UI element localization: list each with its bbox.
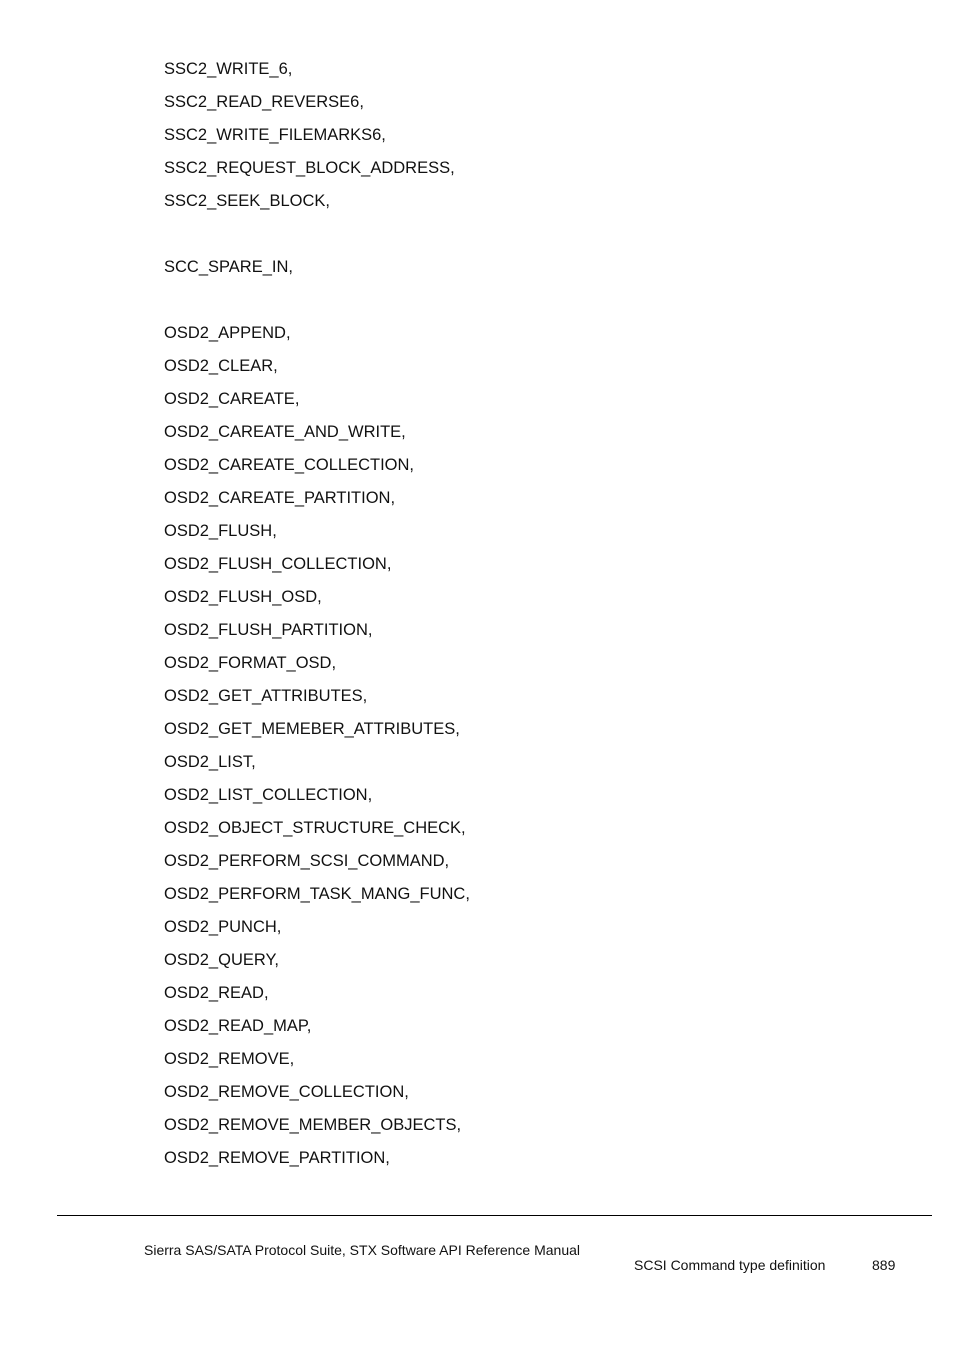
enum-constant-line: SSC2_SEEK_BLOCK, (164, 192, 330, 210)
enum-constant-line: OSD2_GET_MEMEBER_ATTRIBUTES, (164, 720, 460, 738)
enum-constant-line: OSD2_GET_ATTRIBUTES, (164, 687, 368, 705)
enum-constant-line: OSD2_CAREATE_COLLECTION, (164, 456, 415, 474)
enum-constant-line: OSD2_LIST_COLLECTION, (164, 786, 373, 804)
group-spacer (164, 221, 470, 254)
enum-constant-line: OSD2_PUNCH, (164, 918, 282, 936)
enum-constant-line: OSD2_REMOVE_PARTITION, (164, 1149, 390, 1167)
enum-constant-line: OSD2_CAREATE_AND_WRITE, (164, 423, 406, 441)
footer-section-title: SCSI Command type definition (634, 1257, 826, 1273)
enum-constant-line: OSD2_QUERY, (164, 951, 279, 969)
enum-constant-line: OSD2_REMOVE, (164, 1050, 295, 1068)
enum-constant-line: OSD2_READ, (164, 984, 269, 1002)
enum-constant-line: OSD2_FORMAT_OSD, (164, 654, 337, 672)
enum-constant-line: SCC_SPARE_IN, (164, 258, 293, 276)
group-spacer (164, 287, 470, 320)
enum-constant-line: OSD2_REMOVE_MEMBER_OBJECTS, (164, 1116, 462, 1134)
footer-page-number: 889 (872, 1257, 896, 1273)
enum-constant-line: OSD2_LIST, (164, 753, 256, 771)
footer-divider (57, 1215, 932, 1216)
enum-constant-line: OSD2_PERFORM_TASK_MANG_FUNC, (164, 885, 470, 903)
footer-manual-title: Sierra SAS/SATA Protocol Suite, STX Software API Reference Manual (144, 1242, 581, 1258)
enum-constant-line: OSD2_FLUSH_COLLECTION, (164, 555, 392, 573)
enum-constant-line: OSD2_CAREATE, (164, 390, 300, 408)
enum-constant-line: OSD2_OBJECT_STRUCTURE_CHECK, (164, 819, 466, 837)
enum-constant-line: SSC2_REQUEST_BLOCK_ADDRESS, (164, 159, 455, 177)
enum-constant-line: OSD2_CAREATE_PARTITION, (164, 489, 396, 507)
enum-constant-line: OSD2_FLUSH_PARTITION, (164, 621, 373, 639)
enum-constant-line: OSD2_READ_MAP, (164, 1017, 312, 1035)
enum-code-listing (164, 56, 470, 1178)
enum-constant-line: OSD2_PERFORM_SCSI_COMMAND, (164, 852, 450, 870)
enum-constant-line: SSC2_WRITE_FILEMARKS6, (164, 126, 386, 144)
enum-constant-line: OSD2_FLUSH_OSD, (164, 588, 322, 606)
enum-constant-line: OSD2_FLUSH, (164, 522, 277, 540)
enum-constant-line: OSD2_REMOVE_COLLECTION, (164, 1083, 409, 1101)
enum-constant-line: OSD2_CLEAR, (164, 357, 278, 375)
enum-constant-line: SSC2_READ_REVERSE6, (164, 93, 364, 111)
enum-constant-line: OSD2_APPEND, (164, 324, 291, 342)
enum-constant-line: SSC2_WRITE_6, (164, 60, 293, 78)
